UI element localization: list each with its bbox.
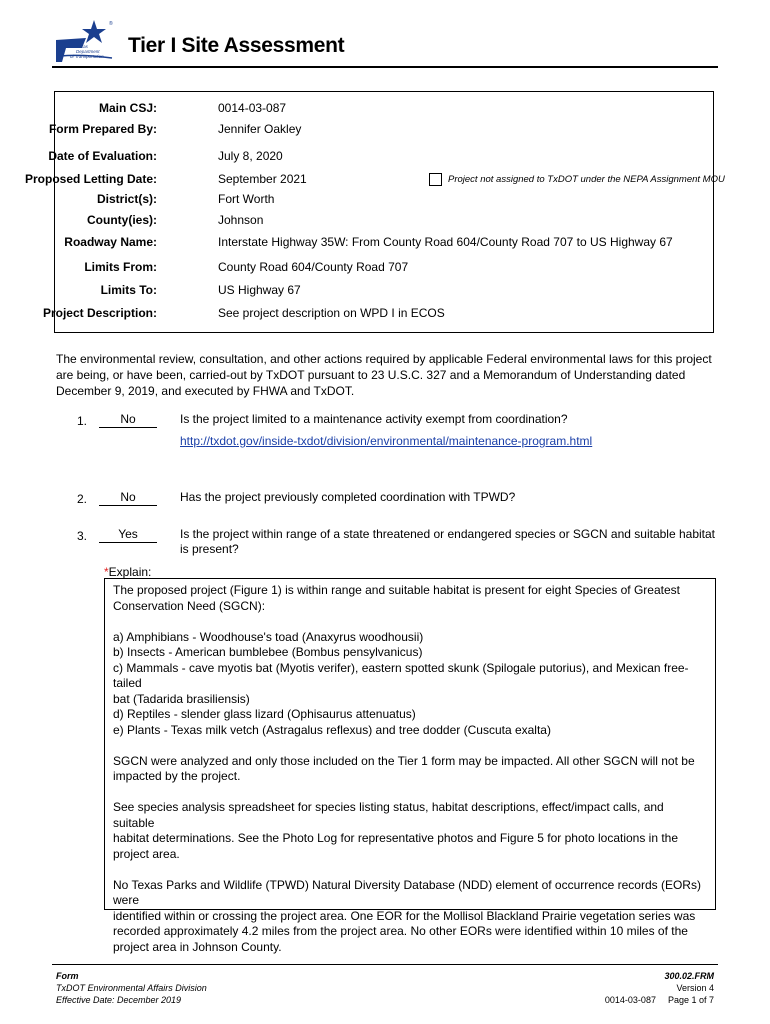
explain-p3-line-2: habitat determinations. See the Photo Log for representative photos and Figure 5 for photo locations in the (113, 831, 679, 845)
district-value: Fort Worth (218, 192, 275, 206)
logo-star-icon (82, 20, 106, 43)
footer-divider (52, 964, 718, 965)
footer-form-label: Form (56, 971, 79, 981)
footer-left (56, 970, 207, 1006)
explain-p4-line-3: recorded approximately 4.2 miles from the project area. No other EORs were identified within 10 miles of the (113, 924, 688, 938)
explain-p2-line-1: SGCN were analyzed and only those included on the Tier 1 form may be impacted. All other SGCN will not be (113, 753, 695, 768)
logo-text-line-3: of Transportation (70, 54, 104, 59)
intro-line-1: The environmental review, consultation, and other actions required by applicable Federal environmental laws for this project (56, 352, 712, 366)
explain-p2-line-2: impacted by the project. (113, 769, 241, 783)
explain-p3-line-3: project area. (113, 846, 180, 861)
footer-effective-date: Effective Date: December 2019 (56, 995, 182, 1005)
explain-p4-line-4: project area in Johnson County. (113, 939, 282, 954)
footer-csj-page (605, 994, 714, 1006)
species-item-a: a) Amphibians - Woodhouse's toad (Anaxyrus woodhousii) (113, 629, 424, 644)
intro-line-3: December 9, 2019, and executed by FHWA and TxDOT. (56, 384, 355, 398)
logo-text-line-2: Department (76, 49, 100, 54)
county-label: County(ies): (87, 213, 157, 227)
txdot-logo (52, 18, 118, 66)
evaluation-date-label: Date of Evaluation: (48, 149, 157, 163)
explain-p1-line-1: The proposed project (Figure 1) is within range and suitable habitat is present for eight Species of Greatest (113, 583, 680, 597)
prepared-by-label: Form Prepared By: (48, 122, 157, 136)
roadway-label: Roadway Name: (64, 235, 157, 249)
page-title: Tier I Site Assessment (128, 34, 345, 57)
intro-line-2: are being, or have been, carried-out by TxDOT pursuant to 23 U.S.C. 327 and a Memorandum of Understanding dated (56, 368, 686, 382)
explain-label (104, 565, 151, 579)
question-3-text (180, 527, 720, 557)
district-label: District(s): (96, 192, 157, 206)
prepared-by-value: Jennifer Oakley (218, 122, 302, 136)
explain-label-text: Explain: (108, 565, 152, 579)
mou-checkbox[interactable] (429, 173, 442, 186)
letting-date-label: Proposed Letting Date: (24, 172, 157, 186)
question-2-answer[interactable]: No (99, 490, 157, 506)
limits-from-label: Limits From: (84, 260, 157, 274)
main-csj-value: 0014-03-087 (218, 101, 287, 115)
mou-checkbox-row[interactable] (429, 173, 725, 186)
limits-from-value: County Road 604/County Road 707 (218, 260, 409, 274)
explain-p3-line-1: See species analysis spreadsheet for species listing status, habitat descriptions, effect/impact calls, and suitable (113, 800, 664, 830)
title-divider (52, 66, 718, 68)
question-3-text-line-2: is present? (180, 542, 239, 556)
question-3-text-line-1: Is the project within range of a state threatened or endangered species or SGCN and suitable habitat (180, 527, 715, 541)
footer-page-number: Page 1 of 7 (667, 995, 714, 1005)
explain-p4-line-2: identified within or crossing the project area. One EOR for the Mollisol Blackland Prairie vegetation series was (113, 908, 696, 923)
mou-checkbox-label: Project not assigned to TxDOT under the NEPA Assignment MOU (448, 174, 725, 185)
footer-version: Version 4 (676, 983, 714, 993)
footer-csj: 0014-03-087 (604, 995, 656, 1005)
explain-textarea[interactable] (104, 578, 716, 954)
logo-text-line-1: Texas (76, 44, 88, 49)
question-2-number: 2. (77, 492, 88, 506)
question-2-text: Has the project previously completed coordination with TPWD? (180, 490, 516, 504)
evaluation-date-value: July 8, 2020 (218, 149, 283, 163)
question-1-answer[interactable]: No (99, 412, 157, 428)
question-1-number: 1. (77, 414, 88, 428)
letting-date-value: September 2021 (218, 172, 307, 186)
required-marker: * (104, 565, 109, 579)
maintenance-program-link[interactable]: http://txdot.gov/inside-txdot/division/environmental/maintenance-program.html (180, 434, 593, 448)
species-item-c-line-1: c) Mammals - cave myotis bat (Myotis verifer), eastern spotted skunk (Spilogale putorius), and Mexican free-tailed (113, 660, 689, 690)
limits-to-value: US Highway 67 (218, 283, 301, 297)
county-value: Johnson (218, 213, 264, 227)
question-3-number: 3. (77, 529, 88, 543)
svg-text:®: ® (109, 21, 113, 27)
species-item-b: b) Insects - American bumblebee (Bombus pensylvanicus) (113, 645, 423, 659)
footer-form-code: 300.02.FRM (664, 971, 714, 981)
intro-paragraph (56, 351, 716, 399)
limits-to-label: Limits To: (100, 283, 157, 297)
project-info-box (24, 91, 714, 333)
question-1-text: Is the project limited to a maintenance activity exempt from coordination? (180, 412, 568, 426)
description-value: See project description on WPD I in ECOS (218, 306, 445, 320)
footer-division: TxDOT Environmental Affairs Division (56, 983, 207, 993)
roadway-value: Interstate Highway 35W: From County Road 604/County Road 707 to US Highway 67 (218, 235, 673, 249)
question-3-answer[interactable]: Yes (99, 527, 157, 543)
species-item-e: e) Plants - Texas milk vetch (Astragalus reflexus) and tree dodder (Cuscuta exalta) (113, 722, 551, 737)
main-csj-label: Main CSJ: (98, 101, 157, 115)
species-item-c-line-2: bat (Tadarida brasiliensis) (113, 691, 250, 706)
footer-right (605, 970, 714, 1006)
species-item-d: d) Reptiles - slender glass lizard (Ophisaurus attenuatus) (113, 707, 416, 721)
description-label: Project Description: (42, 306, 157, 320)
explain-p4-line-1: No Texas Parks and Wildlife (TPWD) Natural Diversity Database (NDD) element of occurrence records (EORs) were (113, 877, 701, 907)
explain-p1-line-2: Conservation Need (SGCN): (113, 598, 266, 613)
